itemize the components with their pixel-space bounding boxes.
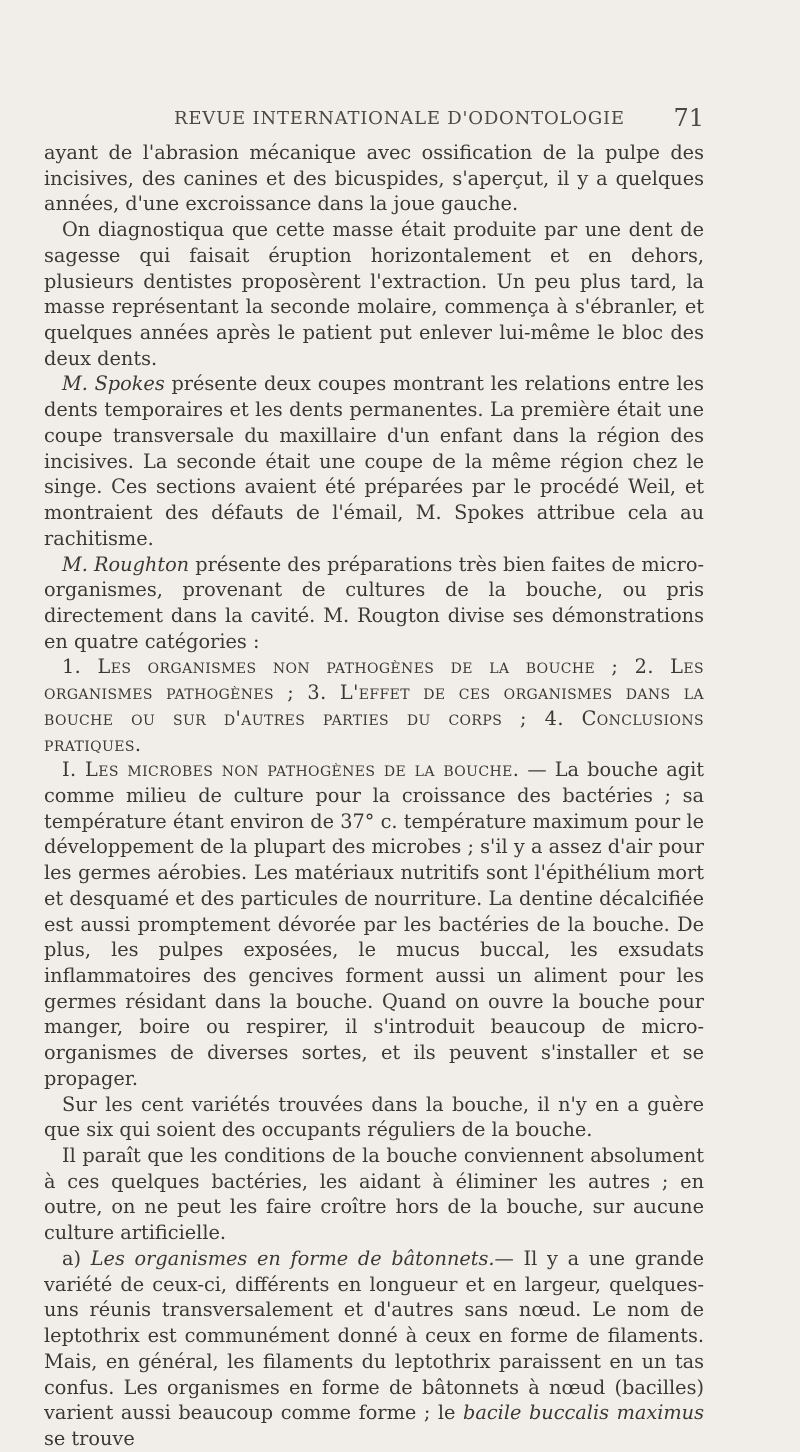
- page-header: [44, 104, 704, 134]
- categories-list: 1. Les organismes non pathogènes de la bouche ; 2. Les organismes pathogènes ; 3. L'effet de ces organismes dans la bouche ou sur d'autres parties du corps ; 4. Conclusions pratiques.: [44, 655, 704, 756]
- page-number: 71: [673, 104, 704, 132]
- paragraph-text: — La bouche agit comme milieu de culture pour la croissance des bactéries ; sa température étant environ de 37° c. température maximum pour le développement de la plupart des microbes ; s'il y a assez d'air pour les germes aérobies. Les matériaux nutritifs sont l'épithélium mort et desquamé et des particules de nourriture. La dentine décalcifiée est aussi promptement dévorée par les bactéries de la bouche. De plus, les pulpes exposées, le mucus buccal, les exsudats inflammatoires des gencives forment aussi un aliment pour les germes résidant dans la bouche. Quand on ouvre la bouche pour manger, boire ou respirer, il s'introduit beaucoup de micro-organismes de diverses sortes, et ils peuvent s'installer et se propager.: [44, 758, 704, 1090]
- body-text: [44, 140, 704, 1452]
- paragraph-diagnosis: On diagnostiqua que cette masse était produite par une dent de sagesse qui faisait éruption horizontalement et en dehors, plusieurs dentistes proposèrent l'extraction. Un peu plus tard, la masse représentant la seconde molaire, commença à s'ébranler, et quelques années après le patient put enlever lui-même le bloc des deux dents.: [44, 218, 704, 370]
- paragraph-roughton: [44, 552, 704, 655]
- paragraph-batonnets: [44, 1246, 704, 1452]
- section-one: [44, 757, 704, 1091]
- paragraph-spokes: [44, 371, 704, 551]
- paragraph-varieties: Sur les cent variétés trouvées dans la bouche, il n'y en a guère que six qui soient des occupants réguliers de la bouche.: [44, 1092, 704, 1142]
- paragraph-text: présente deux coupes montrant les relations entre les dents temporaires et les dents permanentes. La première était une coupe transversale du maxillaire d'un enfant dans la région des incisives. La seconde était une coupe de la même région chez le singe. Ces sections avaient été préparées par le procédé Weil, et montraient des défauts de l'émail, M. Spokes attribue cela au rachitisme.: [44, 372, 704, 550]
- section-heading: I. Les microbes non pathogènes de la bouche.: [62, 758, 520, 782]
- paragraph-conditions: Il paraît que les conditions de la bouche conviennent absolument à ces quelques bactéries, les aidant à éliminer les autres ; en outre, on ne peut les faire croître hors de la bouche, sur aucune culture artificielle.: [44, 1144, 704, 1245]
- subsection-heading: Les organismes en forme de bâtonnets.: [90, 1246, 495, 1270]
- subsection-label: a): [62, 1246, 82, 1270]
- speaker-name: M. Roughton: [62, 552, 190, 576]
- latin-term: bacile buccalis maximus: [463, 1401, 704, 1425]
- paragraph-text-end: se trouve: [44, 1426, 135, 1450]
- paragraph-continuation: ayant de l'abrasion mécanique avec ossification de la pulpe des incisives, des canines et des bicuspides, s'aperçut, il y a quelques années, d'une excroissance dans la joue gauche.: [44, 141, 704, 216]
- paragraph-text: — Il y a une grande variété de ceux-ci, différents en longueur et en largeur, quelques-uns réunis transversalement et d'autres sans nœud. Le nom de leptothrix est communément donné à ceux en forme de filaments. Mais, en général, les filaments du leptothrix paraissent en un tas confus. Les organismes en forme de bâtonnets à nœud (bacilles) varient aussi beaucoup comme forme ; le: [44, 1246, 704, 1425]
- running-title: REVUE INTERNATIONALE D'ODONTOLOGIE: [174, 108, 625, 129]
- speaker-name: M. Spokes: [62, 372, 165, 396]
- paragraph-text: présente des préparations très bien faites de micro-organismes, provenant de cultures de la bouche, ou pris directement dans la cavité. M. Rougton divise ses démonstrations en quatre catégories :: [44, 552, 704, 653]
